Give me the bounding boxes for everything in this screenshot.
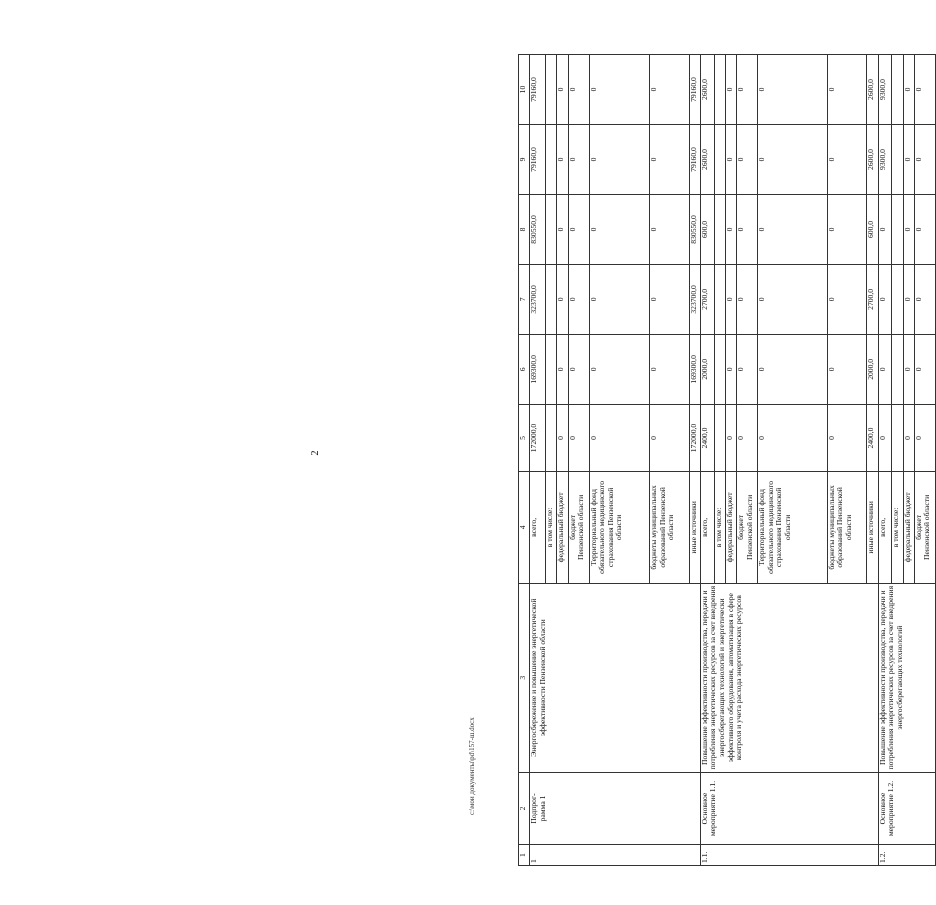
year-value: 600,0 — [700, 194, 714, 264]
col-header: 5 — [519, 404, 530, 471]
year-value: 0 — [878, 264, 892, 334]
page-number: 2 — [310, 450, 321, 456]
col-header: 3 — [519, 583, 530, 772]
year-value — [892, 334, 903, 404]
year-value: 0 — [557, 264, 568, 334]
year-value: 0 — [650, 334, 690, 404]
year-value: 0 — [736, 334, 757, 404]
table-header-row — [519, 55, 530, 866]
year-value — [714, 55, 725, 125]
year-value — [892, 194, 903, 264]
year-value: 79160,0 — [689, 55, 700, 125]
funding-source: всего, — [700, 472, 714, 583]
col-header: 2 — [519, 772, 530, 845]
year-value — [546, 264, 557, 334]
funding-source: бюджет Пензенской области — [736, 472, 757, 583]
year-value: 0 — [914, 55, 935, 125]
year-value: 0 — [725, 264, 736, 334]
funding-source: иные источники — [689, 472, 700, 583]
funding-source: бюджеты муниципальных образований Пензенской области — [650, 472, 690, 583]
year-value: 2600,0 — [700, 125, 714, 195]
year-value: 0 — [736, 404, 757, 471]
year-value: 0 — [589, 404, 649, 471]
funding-source: федеральный бюджет — [903, 472, 914, 583]
year-value: 0 — [568, 125, 589, 195]
table-row — [700, 55, 714, 866]
year-value: 0 — [827, 334, 867, 404]
year-value — [714, 264, 725, 334]
table-row — [530, 55, 546, 866]
year-value: 0 — [827, 194, 867, 264]
year-value: 0 — [758, 334, 828, 404]
year-value: 79160,0 — [530, 125, 546, 195]
year-value: 0 — [589, 334, 649, 404]
funding-source: Территориальный фонд обязательного медицинского страхования Пензенской области — [589, 472, 649, 583]
year-value: 0 — [736, 264, 757, 334]
funding-source: бюджет Пензенской области — [568, 472, 589, 583]
year-value — [714, 404, 725, 471]
year-value: 0 — [736, 194, 757, 264]
year-value — [546, 55, 557, 125]
table-row — [878, 55, 892, 866]
year-value: 0 — [736, 125, 757, 195]
year-value: 172000,0 — [530, 404, 546, 471]
year-value: 0 — [758, 55, 828, 125]
funding-source: бюджеты муниципальных образований Пензенской области — [827, 472, 867, 583]
year-value — [546, 125, 557, 195]
year-value: 2700,0 — [867, 264, 878, 334]
funding-source: в том числе: — [546, 472, 557, 583]
year-value: 2600,0 — [867, 125, 878, 195]
year-value — [546, 404, 557, 471]
year-value: 0 — [758, 194, 828, 264]
year-value: 0 — [650, 404, 690, 471]
year-value: 0 — [589, 125, 649, 195]
row-number: 1.1. — [700, 845, 878, 866]
year-value: 0 — [650, 55, 690, 125]
year-value: 0 — [903, 125, 914, 195]
funding-source: всего, — [878, 472, 892, 583]
year-value: 2000,0 — [867, 334, 878, 404]
year-value: 0 — [827, 55, 867, 125]
year-value: 0 — [568, 334, 589, 404]
year-value: 0 — [725, 194, 736, 264]
year-value: 2600,0 — [867, 55, 878, 125]
table-container — [518, 54, 936, 866]
footer-file-path: c:\мои документы\pd\157-ш.docx — [468, 717, 476, 815]
year-value: 2700,0 — [700, 264, 714, 334]
col-header: 9 — [519, 125, 530, 195]
year-value: 0 — [758, 404, 828, 471]
year-value: 0 — [878, 334, 892, 404]
year-value: 0 — [903, 334, 914, 404]
year-value: 0 — [758, 264, 828, 334]
year-value: 0 — [736, 55, 757, 125]
col-header: 10 — [519, 55, 530, 125]
year-value: 0 — [914, 194, 935, 264]
funding-source: в том числе: — [714, 472, 725, 583]
year-value: 0 — [650, 264, 690, 334]
year-value: 0 — [557, 334, 568, 404]
year-value — [546, 194, 557, 264]
year-value: 830550,0 — [530, 194, 546, 264]
year-value: 0 — [878, 404, 892, 471]
funding-source: всего, — [530, 472, 546, 583]
year-value: 0 — [557, 404, 568, 471]
col-header: 8 — [519, 194, 530, 264]
program-name: Основное мероприятие 1.1. — [700, 772, 878, 845]
year-value: 0 — [557, 125, 568, 195]
year-value: 0 — [568, 264, 589, 334]
funding-source: федеральный бюджет — [557, 472, 568, 583]
year-value: 0 — [903, 404, 914, 471]
year-value — [892, 404, 903, 471]
year-value — [714, 194, 725, 264]
year-value: 0 — [589, 264, 649, 334]
year-value: 0 — [568, 404, 589, 471]
year-value: 0 — [650, 194, 690, 264]
year-value: 169300,0 — [689, 334, 700, 404]
year-value: 0 — [725, 334, 736, 404]
program-name: Основное мероприятие 1.2. — [878, 772, 936, 845]
year-value: 0 — [650, 125, 690, 195]
funding-source: иные источники — [867, 472, 878, 583]
year-value: 79160,0 — [689, 125, 700, 195]
year-value: 79160,0 — [530, 55, 546, 125]
year-value: 0 — [827, 125, 867, 195]
year-value — [714, 125, 725, 195]
year-value: 0 — [903, 264, 914, 334]
year-value: 0 — [878, 194, 892, 264]
program-description: Энергосбережение и повышение энергетической эффективности Пензенской области — [530, 583, 701, 772]
funding-source: Территориальный фонд обязательного медицинского страхования Пензенской области — [758, 472, 828, 583]
year-value: 0 — [903, 194, 914, 264]
year-value: 0 — [725, 404, 736, 471]
year-value — [714, 334, 725, 404]
year-value: 0 — [725, 125, 736, 195]
year-value: 0 — [914, 125, 935, 195]
year-value: 2400,0 — [700, 404, 714, 471]
year-value: 0 — [557, 55, 568, 125]
year-value: 0 — [914, 264, 935, 334]
year-value — [546, 334, 557, 404]
col-header: 4 — [519, 472, 530, 583]
year-value: 0 — [903, 55, 914, 125]
year-value: 0 — [914, 334, 935, 404]
year-value: 830550,0 — [689, 194, 700, 264]
year-value: 0 — [758, 125, 828, 195]
year-value — [892, 55, 903, 125]
year-value: 9300,0 — [878, 125, 892, 195]
year-value: 0 — [725, 55, 736, 125]
finance-table — [518, 54, 936, 866]
year-value: 0 — [827, 404, 867, 471]
program-name: Подпрог- рамма 1 — [530, 772, 701, 845]
year-value: 2400,0 — [867, 404, 878, 471]
col-header: 1 — [519, 845, 530, 866]
col-header: 6 — [519, 334, 530, 404]
year-value: 0 — [914, 404, 935, 471]
year-value: 0 — [557, 194, 568, 264]
year-value: 323700,0 — [530, 264, 546, 334]
funding-source: в том числе: — [892, 472, 903, 583]
program-description: Повышение эффективности производства, передачи и потребления энергетических ресурсов за счет внедрения энергосберегающих технологий — [878, 583, 936, 772]
year-value: 172000,0 — [689, 404, 700, 471]
year-value: 323700,0 — [689, 264, 700, 334]
year-value: 0 — [589, 194, 649, 264]
year-value: 2000,0 — [700, 334, 714, 404]
funding-source: бюджет Пензенской области — [914, 472, 935, 583]
program-description: Повышение эффективности производства, передачи и потребления энергетических ресурсов за счет внедрения энергосберегающих технологий и энергетически эффективного оборудования, автоматизация в сфере контроля и учета расхода энергетических ресурсов — [700, 583, 878, 772]
year-value — [892, 125, 903, 195]
year-value: 0 — [827, 264, 867, 334]
col-header: 7 — [519, 264, 530, 334]
year-value — [892, 264, 903, 334]
funding-source: федеральный бюджет — [725, 472, 736, 583]
year-value: 169300,0 — [530, 334, 546, 404]
row-number: 1 — [530, 845, 701, 866]
year-value: 600,0 — [867, 194, 878, 264]
year-value: 9300,0 — [878, 55, 892, 125]
year-value: 2600,0 — [700, 55, 714, 125]
year-value: 0 — [589, 55, 649, 125]
row-number: 1.2. — [878, 845, 936, 866]
year-value: 0 — [568, 55, 589, 125]
year-value: 0 — [568, 194, 589, 264]
